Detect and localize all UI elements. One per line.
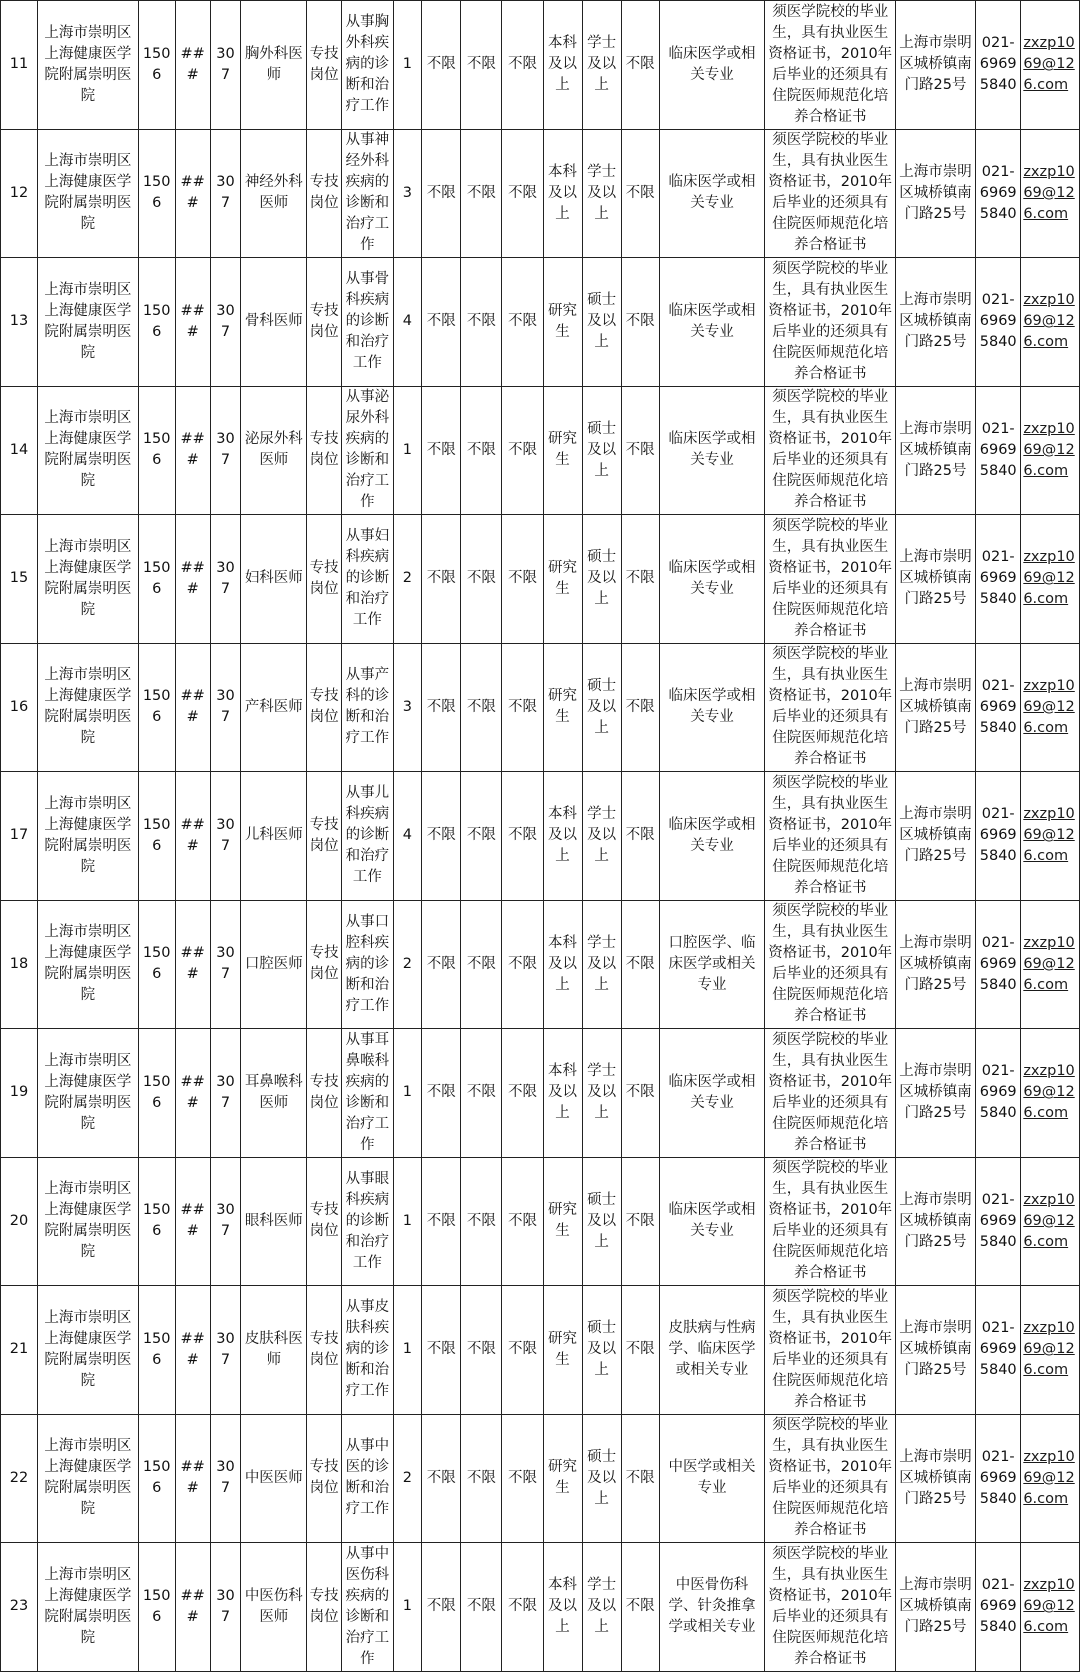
- duty-cell: 从事胸外科疾病的诊断和治疗工作: [342, 1, 393, 130]
- limit-cell: 不限: [621, 515, 659, 644]
- masked-code-cell: ###: [175, 386, 210, 515]
- address-cell: 上海市崇明区城桥镇南门路25号: [895, 1414, 975, 1543]
- education-cell: 研究生: [543, 386, 582, 515]
- address-cell: 上海市崇明区城桥镇南门路25号: [895, 1, 975, 130]
- unit-cell: 上海市崇明区上海健康医学院附属崇明医院: [37, 1414, 138, 1543]
- row-number-cell: 19: [1, 1029, 38, 1158]
- table-row: [1, 643, 1080, 772]
- post-name-cell: 泌尿外科医师: [241, 386, 307, 515]
- duty-cell: 从事中医伤科疾病的诊断和治疗工作: [342, 1543, 393, 1672]
- post-code-cell: 307: [210, 515, 241, 644]
- post-code-cell: 307: [210, 1286, 241, 1415]
- masked-code-cell: ###: [175, 1543, 210, 1672]
- post-type-cell: 专技岗位: [307, 1, 342, 130]
- masked-code-cell: ###: [175, 258, 210, 387]
- row-number-cell: 22: [1, 1414, 38, 1543]
- post-type-cell: 专技岗位: [307, 515, 342, 644]
- phone-cell: 021-69695840: [976, 643, 1021, 772]
- major-cell: 口腔医学、临床医学或相关专业: [659, 900, 765, 1029]
- row-number-cell: 16: [1, 643, 38, 772]
- requirement-cell: 须医学院校的毕业生，具有执业医生资格证书，2010年后毕业的还须具有住院医师规范化培养合格证书: [765, 129, 896, 258]
- post-code-cell: 307: [210, 1414, 241, 1543]
- post-name-cell: 眼科医师: [241, 1157, 307, 1286]
- education-cell: 研究生: [543, 258, 582, 387]
- education-cell: 本科及以上: [543, 1029, 582, 1158]
- limit-cell: 不限: [621, 1029, 659, 1158]
- limit-cell: 不限: [621, 1, 659, 130]
- major-cell: 临床医学或相关专业: [659, 515, 765, 644]
- education-cell: 研究生: [543, 1157, 582, 1286]
- duty-cell: 从事神经外科疾病的诊断和治疗工作: [342, 129, 393, 258]
- major-cell: 中医骨伤科学、针灸推拿学或相关专业: [659, 1543, 765, 1672]
- row-number-cell: 13: [1, 258, 38, 387]
- email-cell: [1021, 1414, 1080, 1543]
- post-type-cell: 专技岗位: [307, 643, 342, 772]
- address-cell: 上海市崇明区城桥镇南门路25号: [895, 900, 975, 1029]
- education-cell: 本科及以上: [543, 129, 582, 258]
- degree-cell: 硕士及以上: [582, 643, 621, 772]
- limit-cell: 不限: [422, 1543, 461, 1672]
- duty-cell: 从事妇科疾病的诊断和治疗工作: [342, 515, 393, 644]
- email-cell: [1021, 1286, 1080, 1415]
- major-cell: 临床医学或相关专业: [659, 1, 765, 130]
- limit-cell: 不限: [621, 386, 659, 515]
- duty-cell: 从事产科的诊断和治疗工作: [342, 643, 393, 772]
- post-name-cell: 中医医师: [241, 1414, 307, 1543]
- post-name-cell: 妇科医师: [241, 515, 307, 644]
- row-number-cell: 17: [1, 772, 38, 901]
- post-name-cell: 耳鼻喉科医师: [241, 1029, 307, 1158]
- headcount-cell: 2: [393, 515, 422, 644]
- requirement-cell: 须医学院校的毕业生，具有执业医生资格证书，2010年后毕业的还须具有住院医师规范化培养合格证书: [765, 515, 896, 644]
- limit-cell: 不限: [461, 515, 502, 644]
- address-cell: 上海市崇明区城桥镇南门路25号: [895, 258, 975, 387]
- headcount-cell: 4: [393, 258, 422, 387]
- education-cell: 本科及以上: [543, 900, 582, 1029]
- unit-cell: 上海市崇明区上海健康医学院附属崇明医院: [37, 1543, 138, 1672]
- post-name-cell: 儿科医师: [241, 772, 307, 901]
- unit-cell: 上海市崇明区上海健康医学院附属崇明医院: [37, 772, 138, 901]
- row-number-cell: 21: [1, 1286, 38, 1415]
- post-type-cell: 专技岗位: [307, 258, 342, 387]
- unit-cell: 上海市崇明区上海健康医学院附属崇明医院: [37, 643, 138, 772]
- unit-cell: 上海市崇明区上海健康医学院附属崇明医院: [37, 1029, 138, 1158]
- limit-cell: 不限: [502, 1, 543, 130]
- address-cell: 上海市崇明区城桥镇南门路25号: [895, 643, 975, 772]
- limit-cell: 不限: [422, 1157, 461, 1286]
- limit-cell: 不限: [422, 1029, 461, 1158]
- table-row: [1, 515, 1080, 644]
- row-number-cell: 23: [1, 1543, 38, 1672]
- headcount-cell: 2: [393, 1414, 422, 1543]
- table-row: [1, 386, 1080, 515]
- major-cell: 中医学或相关专业: [659, 1414, 765, 1543]
- degree-cell: 硕士及以上: [582, 515, 621, 644]
- table-row: [1, 900, 1080, 1029]
- masked-code-cell: ###: [175, 1414, 210, 1543]
- limit-cell: 不限: [502, 900, 543, 1029]
- unit-cell: 上海市崇明区上海健康医学院附属崇明医院: [37, 1157, 138, 1286]
- post-name-cell: 产科医师: [241, 643, 307, 772]
- post-type-cell: 专技岗位: [307, 900, 342, 1029]
- limit-cell: 不限: [621, 1157, 659, 1286]
- major-cell: 临床医学或相关专业: [659, 1157, 765, 1286]
- dept-code-cell: 1506: [138, 258, 175, 387]
- table-row: [1, 1543, 1080, 1672]
- email-link[interactable]: zxzp1069@126.com: [1023, 292, 1075, 351]
- limit-cell: 不限: [502, 1157, 543, 1286]
- limit-cell: 不限: [621, 1543, 659, 1672]
- address-cell: 上海市崇明区城桥镇南门路25号: [895, 1029, 975, 1158]
- limit-cell: 不限: [461, 1, 502, 130]
- limit-cell: 不限: [422, 1414, 461, 1543]
- limit-cell: 不限: [422, 258, 461, 387]
- limit-cell: 不限: [621, 258, 659, 387]
- limit-cell: 不限: [621, 643, 659, 772]
- limit-cell: 不限: [422, 900, 461, 1029]
- limit-cell: 不限: [461, 1286, 502, 1415]
- limit-cell: 不限: [422, 1286, 461, 1415]
- limit-cell: 不限: [422, 1, 461, 130]
- post-type-cell: 专技岗位: [307, 129, 342, 258]
- post-code-cell: 307: [210, 1543, 241, 1672]
- table-row: [1, 129, 1080, 258]
- masked-code-cell: ###: [175, 1, 210, 130]
- degree-cell: 硕士及以上: [582, 258, 621, 387]
- post-type-cell: 专技岗位: [307, 1414, 342, 1543]
- duty-cell: 从事儿科疾病的诊断和治疗工作: [342, 772, 393, 901]
- row-number-cell: 20: [1, 1157, 38, 1286]
- limit-cell: 不限: [461, 258, 502, 387]
- education-cell: 本科及以上: [543, 1, 582, 130]
- address-cell: 上海市崇明区城桥镇南门路25号: [895, 386, 975, 515]
- limit-cell: 不限: [502, 1286, 543, 1415]
- limit-cell: 不限: [502, 1543, 543, 1672]
- headcount-cell: 1: [393, 1543, 422, 1672]
- major-cell: 临床医学或相关专业: [659, 129, 765, 258]
- email-link[interactable]: zxzp1069@126.com: [1023, 1577, 1075, 1636]
- email-link[interactable]: zxzp1069@126.com: [1023, 677, 1075, 736]
- post-name-cell: 口腔医师: [241, 900, 307, 1029]
- unit-cell: 上海市崇明区上海健康医学院附属崇明医院: [37, 258, 138, 387]
- table-row: [1, 1029, 1080, 1158]
- limit-cell: 不限: [502, 643, 543, 772]
- limit-cell: 不限: [461, 1414, 502, 1543]
- post-name-cell: 胸外科医师: [241, 1, 307, 130]
- unit-cell: 上海市崇明区上海健康医学院附属崇明医院: [37, 900, 138, 1029]
- education-cell: 研究生: [543, 515, 582, 644]
- masked-code-cell: ###: [175, 772, 210, 901]
- email-link[interactable]: zxzp1069@126.com: [1023, 1448, 1075, 1507]
- row-number-cell: 11: [1, 1, 38, 130]
- requirement-cell: 须医学院校的毕业生，具有执业医生资格证书，2010年后毕业的还须具有住院医师规范化培养合格证书: [765, 386, 896, 515]
- phone-cell: 021-69695840: [976, 1157, 1021, 1286]
- degree-cell: 硕士及以上: [582, 1157, 621, 1286]
- unit-cell: 上海市崇明区上海健康医学院附属崇明医院: [37, 515, 138, 644]
- requirement-cell: 须医学院校的毕业生，具有执业医生资格证书，2010年后毕业的还须具有住院医师规范化培养合格证书: [765, 900, 896, 1029]
- limit-cell: 不限: [461, 900, 502, 1029]
- limit-cell: 不限: [461, 1543, 502, 1672]
- table-row: [1, 1286, 1080, 1415]
- email-cell: [1021, 129, 1080, 258]
- headcount-cell: 3: [393, 643, 422, 772]
- requirement-cell: 须医学院校的毕业生，具有执业医生资格证书，2010年后毕业的还须具有住院医师规范化培养合格证书: [765, 1, 896, 130]
- address-cell: 上海市崇明区城桥镇南门路25号: [895, 772, 975, 901]
- limit-cell: 不限: [461, 1029, 502, 1158]
- education-cell: 研究生: [543, 1286, 582, 1415]
- email-link[interactable]: zxzp1069@126.com: [1023, 163, 1075, 222]
- post-type-cell: 专技岗位: [307, 772, 342, 901]
- limit-cell: 不限: [502, 1029, 543, 1158]
- degree-cell: 学士及以上: [582, 1029, 621, 1158]
- headcount-cell: 3: [393, 129, 422, 258]
- unit-cell: 上海市崇明区上海健康医学院附属崇明医院: [37, 1, 138, 130]
- email-link[interactable]: zxzp1069@126.com: [1023, 806, 1075, 865]
- email-cell: [1021, 643, 1080, 772]
- phone-cell: 021-69695840: [976, 1029, 1021, 1158]
- post-code-cell: 307: [210, 772, 241, 901]
- duty-cell: 从事泌尿外科疾病的诊断和治疗工作: [342, 386, 393, 515]
- limit-cell: 不限: [502, 386, 543, 515]
- education-cell: 本科及以上: [543, 1543, 582, 1672]
- post-code-cell: 307: [210, 1, 241, 130]
- phone-cell: 021-69695840: [976, 900, 1021, 1029]
- dept-code-cell: 1506: [138, 1543, 175, 1672]
- email-link[interactable]: zxzp1069@126.com: [1023, 35, 1075, 94]
- address-cell: 上海市崇明区城桥镇南门路25号: [895, 129, 975, 258]
- email-link[interactable]: zxzp1069@126.com: [1023, 420, 1075, 479]
- headcount-cell: 1: [393, 1157, 422, 1286]
- post-name-cell: 中医伤科医师: [241, 1543, 307, 1672]
- dept-code-cell: 1506: [138, 1286, 175, 1415]
- duty-cell: 从事耳鼻喉科疾病的诊断和治疗工作: [342, 1029, 393, 1158]
- phone-cell: 021-69695840: [976, 1, 1021, 130]
- unit-cell: 上海市崇明区上海健康医学院附属崇明医院: [37, 386, 138, 515]
- dept-code-cell: 1506: [138, 129, 175, 258]
- limit-cell: 不限: [461, 386, 502, 515]
- email-link[interactable]: zxzp1069@126.com: [1023, 1320, 1075, 1379]
- email-cell: [1021, 1157, 1080, 1286]
- address-cell: 上海市崇明区城桥镇南门路25号: [895, 515, 975, 644]
- row-number-cell: 12: [1, 129, 38, 258]
- email-link[interactable]: zxzp1069@126.com: [1023, 549, 1075, 608]
- email-cell: [1021, 900, 1080, 1029]
- dept-code-cell: 1506: [138, 1414, 175, 1543]
- post-type-cell: 专技岗位: [307, 1029, 342, 1158]
- table-row: [1, 1, 1080, 130]
- dept-code-cell: 1506: [138, 1157, 175, 1286]
- masked-code-cell: ###: [175, 129, 210, 258]
- limit-cell: 不限: [502, 258, 543, 387]
- education-cell: 本科及以上: [543, 772, 582, 901]
- email-link[interactable]: zxzp1069@126.com: [1023, 1063, 1075, 1122]
- phone-cell: 021-69695840: [976, 1543, 1021, 1672]
- post-code-cell: 307: [210, 386, 241, 515]
- post-type-cell: 专技岗位: [307, 1543, 342, 1672]
- row-number-cell: 15: [1, 515, 38, 644]
- post-type-cell: 专技岗位: [307, 1157, 342, 1286]
- limit-cell: 不限: [461, 129, 502, 258]
- table-row: [1, 1157, 1080, 1286]
- major-cell: 临床医学或相关专业: [659, 772, 765, 901]
- masked-code-cell: ###: [175, 1157, 210, 1286]
- table-body: [1, 1, 1080, 1672]
- requirement-cell: 须医学院校的毕业生，具有执业医生资格证书，2010年后毕业的还须具有住院医师规范化培养合格证书: [765, 772, 896, 901]
- headcount-cell: 1: [393, 386, 422, 515]
- duty-cell: 从事眼科疾病的诊断和治疗工作: [342, 1157, 393, 1286]
- limit-cell: 不限: [461, 772, 502, 901]
- headcount-cell: 2: [393, 900, 422, 1029]
- degree-cell: 硕士及以上: [582, 1414, 621, 1543]
- limit-cell: 不限: [422, 772, 461, 901]
- post-code-cell: 307: [210, 129, 241, 258]
- dept-code-cell: 1506: [138, 386, 175, 515]
- post-name-cell: 皮肤科医师: [241, 1286, 307, 1415]
- limit-cell: 不限: [502, 772, 543, 901]
- headcount-cell: 4: [393, 772, 422, 901]
- limit-cell: 不限: [502, 129, 543, 258]
- limit-cell: 不限: [461, 1157, 502, 1286]
- post-name-cell: 神经外科医师: [241, 129, 307, 258]
- education-cell: 研究生: [543, 643, 582, 772]
- email-link[interactable]: zxzp1069@126.com: [1023, 934, 1075, 993]
- limit-cell: 不限: [621, 1286, 659, 1415]
- education-cell: 研究生: [543, 1414, 582, 1543]
- masked-code-cell: ###: [175, 643, 210, 772]
- row-number-cell: 18: [1, 900, 38, 1029]
- limit-cell: 不限: [422, 129, 461, 258]
- major-cell: 临床医学或相关专业: [659, 258, 765, 387]
- table-row: [1, 258, 1080, 387]
- dept-code-cell: 1506: [138, 1029, 175, 1158]
- dept-code-cell: 1506: [138, 1, 175, 130]
- headcount-cell: 1: [393, 1029, 422, 1158]
- limit-cell: 不限: [422, 386, 461, 515]
- post-code-cell: 307: [210, 900, 241, 1029]
- post-code-cell: 307: [210, 1029, 241, 1158]
- limit-cell: 不限: [621, 772, 659, 901]
- masked-code-cell: ###: [175, 1286, 210, 1415]
- duty-cell: 从事中医的诊断和治疗工作: [342, 1414, 393, 1543]
- degree-cell: 学士及以上: [582, 129, 621, 258]
- phone-cell: 021-69695840: [976, 1286, 1021, 1415]
- requirement-cell: 须医学院校的毕业生，具有执业医生资格证书，2010年后毕业的还须具有住院医师规范化培养合格证书: [765, 1414, 896, 1543]
- limit-cell: 不限: [502, 515, 543, 644]
- limit-cell: 不限: [422, 643, 461, 772]
- table-row: [1, 1414, 1080, 1543]
- requirement-cell: 须医学院校的毕业生，具有执业医生资格证书，2010年后毕业的还须具有住院医师规范化培养合格证书: [765, 258, 896, 387]
- degree-cell: 学士及以上: [582, 900, 621, 1029]
- dept-code-cell: 1506: [138, 643, 175, 772]
- headcount-cell: 1: [393, 1, 422, 130]
- post-name-cell: 骨科医师: [241, 258, 307, 387]
- degree-cell: 学士及以上: [582, 772, 621, 901]
- degree-cell: 硕士及以上: [582, 386, 621, 515]
- degree-cell: 学士及以上: [582, 1543, 621, 1672]
- headcount-cell: 1: [393, 1286, 422, 1415]
- duty-cell: 从事皮肤科疾病的诊断和治疗工作: [342, 1286, 393, 1415]
- email-cell: [1021, 386, 1080, 515]
- phone-cell: 021-69695840: [976, 129, 1021, 258]
- dept-code-cell: 1506: [138, 772, 175, 901]
- phone-cell: 021-69695840: [976, 1414, 1021, 1543]
- limit-cell: 不限: [502, 1414, 543, 1543]
- phone-cell: 021-69695840: [976, 515, 1021, 644]
- email-cell: [1021, 1029, 1080, 1158]
- major-cell: 临床医学或相关专业: [659, 643, 765, 772]
- post-type-cell: 专技岗位: [307, 1286, 342, 1415]
- dept-code-cell: 1506: [138, 900, 175, 1029]
- phone-cell: 021-69695840: [976, 258, 1021, 387]
- limit-cell: 不限: [422, 515, 461, 644]
- major-cell: 临床医学或相关专业: [659, 386, 765, 515]
- email-cell: [1021, 772, 1080, 901]
- email-cell: [1021, 258, 1080, 387]
- post-code-cell: 307: [210, 1157, 241, 1286]
- address-cell: 上海市崇明区城桥镇南门路25号: [895, 1543, 975, 1672]
- limit-cell: 不限: [621, 900, 659, 1029]
- limit-cell: 不限: [621, 129, 659, 258]
- duty-cell: 从事口腔科疾病的诊断和治疗工作: [342, 900, 393, 1029]
- requirement-cell: 须医学院校的毕业生，具有执业医生资格证书，2010年后毕业的还须具有住院医师规范化培养合格证书: [765, 1286, 896, 1415]
- address-cell: 上海市崇明区城桥镇南门路25号: [895, 1286, 975, 1415]
- degree-cell: 学士及以上: [582, 1, 621, 130]
- post-code-cell: 307: [210, 643, 241, 772]
- masked-code-cell: ###: [175, 900, 210, 1029]
- address-cell: 上海市崇明区城桥镇南门路25号: [895, 1157, 975, 1286]
- duty-cell: 从事骨科疾病的诊断和治疗工作: [342, 258, 393, 387]
- table-row: [1, 772, 1080, 901]
- dept-code-cell: 1506: [138, 515, 175, 644]
- post-type-cell: 专技岗位: [307, 386, 342, 515]
- major-cell: 临床医学或相关专业: [659, 1029, 765, 1158]
- requirement-cell: 须医学院校的毕业生，具有执业医生资格证书，2010年后毕业的还须具有住院医师规范化培养合格证书: [765, 1157, 896, 1286]
- masked-code-cell: ###: [175, 1029, 210, 1158]
- row-number-cell: 14: [1, 386, 38, 515]
- requirement-cell: 须医学院校的毕业生，具有执业医生资格证书，2010年后毕业的还须具有住院医师规范化培养合格证书: [765, 1029, 896, 1158]
- limit-cell: 不限: [621, 1414, 659, 1543]
- email-link[interactable]: zxzp1069@126.com: [1023, 1191, 1075, 1250]
- email-cell: [1021, 1, 1080, 130]
- phone-cell: 021-69695840: [976, 772, 1021, 901]
- email-cell: [1021, 515, 1080, 644]
- phone-cell: 021-69695840: [976, 386, 1021, 515]
- post-code-cell: 307: [210, 258, 241, 387]
- requirement-cell: 须医学院校的毕业生，具有执业医生资格证书，2010年后毕业的还须具有住院医师规范化培养合格证书: [765, 643, 896, 772]
- masked-code-cell: ###: [175, 515, 210, 644]
- requirement-cell: 须医学院校的毕业生，具有执业医生资格证书，2010年后毕业的还须具有住院医师规范化培养合格证书: [765, 1543, 896, 1672]
- unit-cell: 上海市崇明区上海健康医学院附属崇明医院: [37, 1286, 138, 1415]
- unit-cell: 上海市崇明区上海健康医学院附属崇明医院: [37, 129, 138, 258]
- email-cell: [1021, 1543, 1080, 1672]
- degree-cell: 硕士及以上: [582, 1286, 621, 1415]
- major-cell: 皮肤病与性病学、临床医学或相关专业: [659, 1286, 765, 1415]
- limit-cell: 不限: [461, 643, 502, 772]
